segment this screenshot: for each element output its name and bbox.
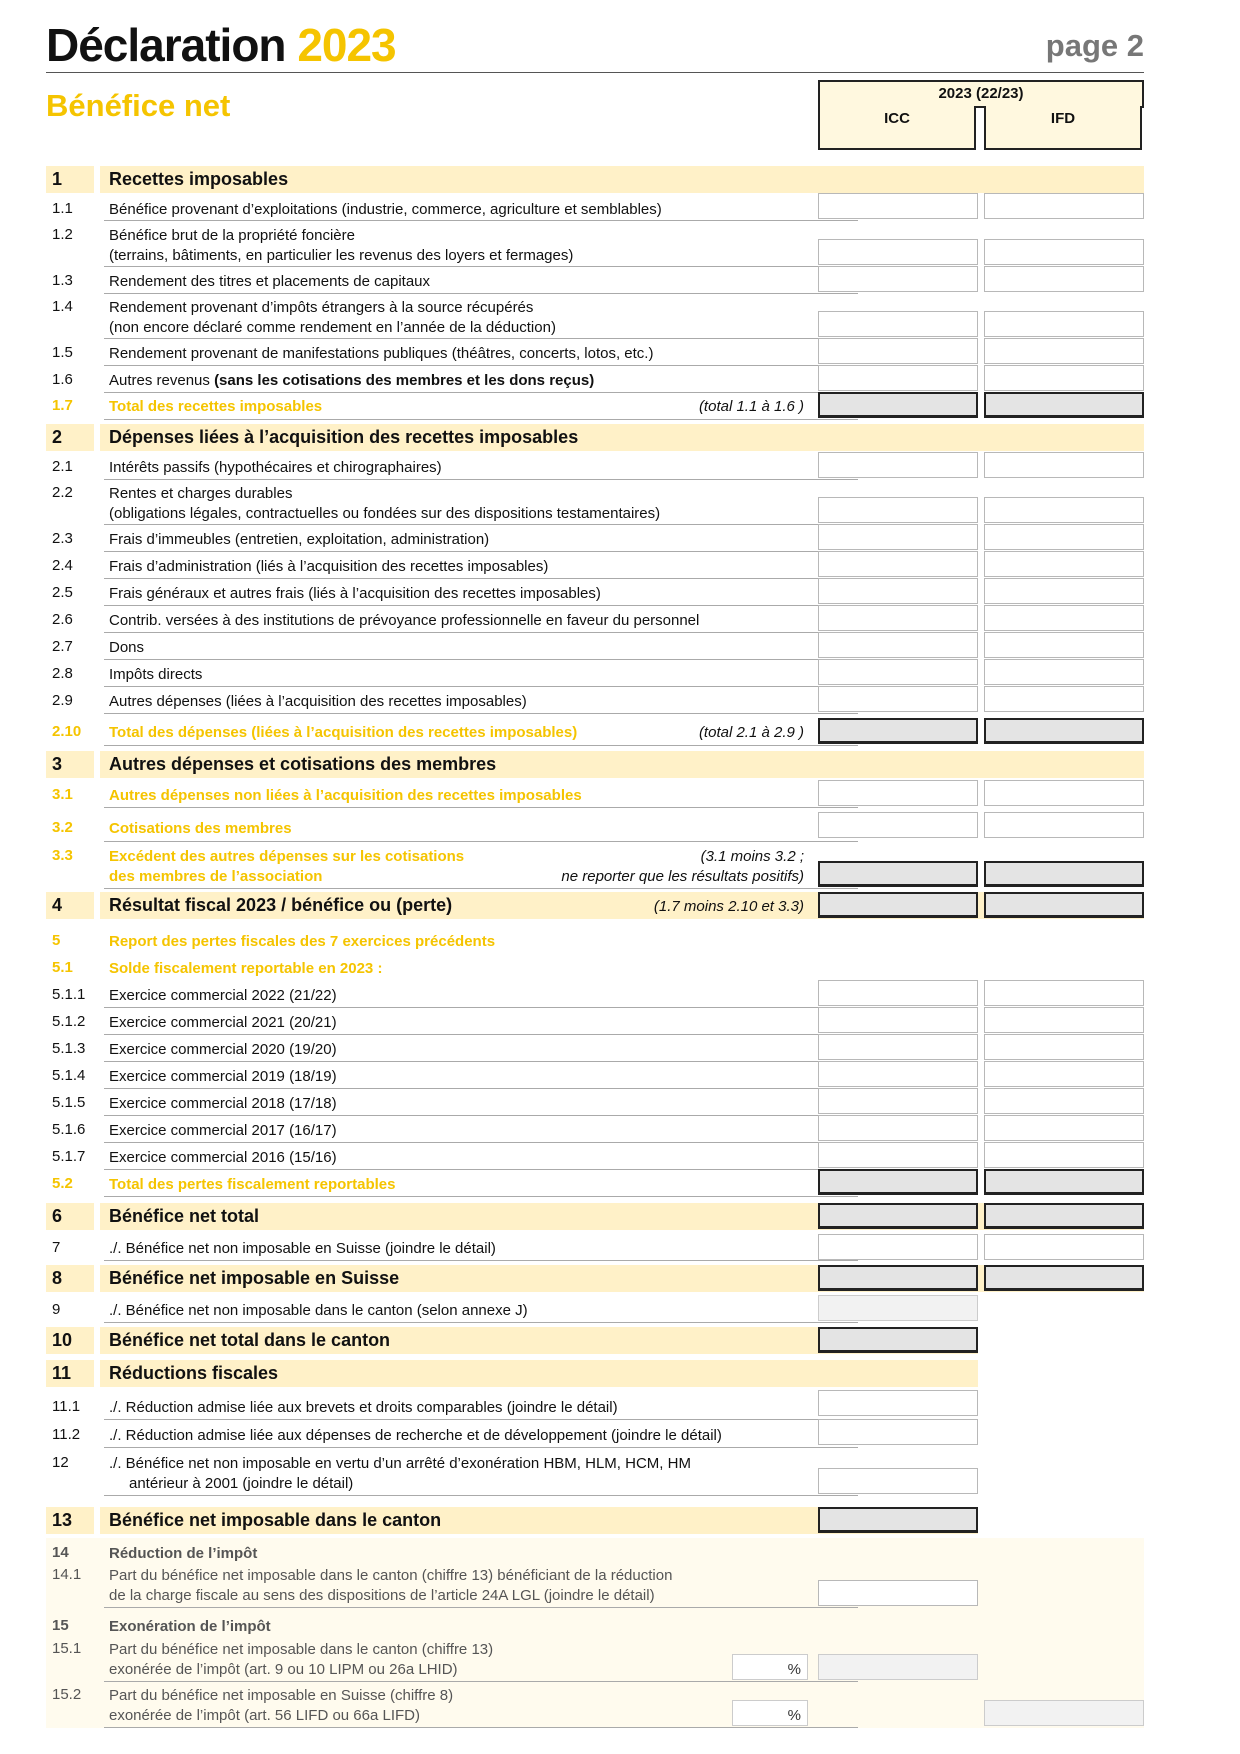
row-label: Bénéfice provenant d’exploitations (industrie, commerce, agriculture et semblables) <box>109 201 662 218</box>
row-label: Exercice commercial 2022 (21/22) <box>109 987 337 1004</box>
row-rule <box>104 266 858 267</box>
icc-input[interactable] <box>818 1295 978 1321</box>
row-number: 14 <box>52 1544 69 1561</box>
title-year: 2023 <box>297 19 396 71</box>
ifd-input[interactable] <box>984 578 1144 604</box>
row-label: Exercice commercial 2016 (15/16) <box>109 1149 337 1166</box>
row-note: (total 1.1 à 1.6 ) <box>698 398 804 415</box>
ifd-total <box>984 1265 1144 1291</box>
row-rule <box>104 1322 858 1323</box>
ifd-input[interactable] <box>984 1115 1144 1141</box>
row-rule <box>104 1007 858 1008</box>
row-number: 5.1.7 <box>52 1148 86 1165</box>
row-label: Frais d’administration (liés à l’acquisition des recettes imposables) <box>109 558 549 575</box>
row-rule <box>104 365 858 366</box>
row-label: Autres dépenses et cotisations des membres <box>109 754 497 774</box>
row-rule <box>104 419 858 420</box>
icc-total <box>818 1203 978 1229</box>
icc-input[interactable] <box>818 605 978 631</box>
row-label: Impôts directs <box>109 666 203 683</box>
icc-input[interactable] <box>818 524 978 550</box>
row-note: (1.7 moins 2.10 et 3.3) <box>653 898 804 915</box>
row-number: 6 <box>52 1206 63 1226</box>
row-number: 2.9 <box>52 692 73 709</box>
row-number: 5.1 <box>52 959 73 976</box>
row-label: ./. Bénéfice net non imposable en vertu d’un arrêté d’exonération HBM, HLM, HCM, HM <box>109 1455 691 1472</box>
icc-input[interactable] <box>818 1390 978 1416</box>
icc-total <box>818 861 978 887</box>
row-label-line2: (terrains, bâtiments, en particulier les revenus des loyers et fermages) <box>109 247 574 264</box>
row-number: 4 <box>52 895 63 915</box>
column-ifd: IFD <box>984 106 1142 150</box>
row-number: 14.1 <box>52 1566 82 1583</box>
ifd-input[interactable] <box>984 1034 1144 1060</box>
row-number: 3.3 <box>52 847 73 864</box>
ifd-total <box>984 1203 1144 1229</box>
row-number: 1.6 <box>52 371 73 388</box>
row-rule <box>104 392 858 393</box>
icc-input[interactable] <box>818 1234 978 1260</box>
row-label: ./. Bénéfice net non imposable en Suisse (joindre le détail) <box>109 1240 496 1257</box>
row-rule <box>104 841 858 842</box>
ifd-input[interactable] <box>984 1007 1144 1033</box>
row-number: 5.1.5 <box>52 1094 86 1111</box>
column-header <box>818 80 1144 154</box>
band-gap <box>94 751 100 778</box>
band-gap <box>94 1265 100 1292</box>
row-number: 5.1.1 <box>52 986 86 1003</box>
row-label: Part du bénéfice net imposable dans le canton (chiffre 13) bénéficiant de la réduction <box>109 1567 673 1584</box>
icc-input[interactable] <box>818 551 978 577</box>
row-label: ./. Bénéfice net non imposable dans le canton (selon annexe J) <box>109 1302 528 1319</box>
row-label-line2: de la charge fiscale au sens des dispositions de l’article 24A LGL (joindre le détail) <box>109 1587 655 1604</box>
row-number: 5.1.4 <box>52 1067 86 1084</box>
row-number: 3.1 <box>52 786 73 803</box>
icc-input[interactable] <box>818 578 978 604</box>
icc-input[interactable] <box>818 1088 978 1114</box>
row-label: Excédent des autres dépenses sur les cotisations <box>109 848 465 865</box>
icc-input[interactable] <box>818 1007 978 1033</box>
row-label: Cotisations des membres <box>109 820 292 837</box>
band-gap <box>94 166 100 193</box>
band-gap <box>94 424 100 451</box>
ifd-input[interactable] <box>984 1061 1144 1087</box>
row-number: 3 <box>52 754 63 774</box>
row-number: 2.4 <box>52 557 73 574</box>
row-number: 11.1 <box>52 1398 81 1415</box>
row-label: Bénéfice brut de la propriété foncière <box>109 227 355 244</box>
row-number: 2 <box>52 427 63 447</box>
icc-input[interactable] <box>818 1142 978 1168</box>
row-label: Rendement provenant de manifestations publiques (théâtres, concerts, lotos, etc.) <box>109 345 654 362</box>
ifd-input[interactable] <box>984 497 1144 523</box>
row-number: 1.2 <box>52 226 73 243</box>
row-number: 15.2 <box>52 1686 82 1703</box>
row-rule <box>104 605 858 606</box>
ifd-total <box>984 392 1144 418</box>
row-label-line2: (non encore déclaré comme rendement en l’année de la déduction) <box>109 319 556 336</box>
row-number: 1.7 <box>52 397 73 414</box>
row-label-line2: antérieur à 2001 (joindre le détail) <box>129 1475 354 1492</box>
row-label-line2: exonérée de l’impôt (art. 9 ou 10 LIPM ou 26a LHID) <box>109 1661 458 1678</box>
row-label: Exercice commercial 2018 (17/18) <box>109 1095 337 1112</box>
row-number: 2.7 <box>52 638 73 655</box>
row-number: 15 <box>52 1617 69 1634</box>
ifd-total <box>984 861 1144 887</box>
row-label: Solde fiscalement reportable en 2023 : <box>109 960 383 977</box>
row-label: Part du bénéfice net imposable en Suisse (chiffre 8) <box>109 1687 454 1704</box>
ifd-total <box>984 892 1144 918</box>
row-rule <box>104 551 858 552</box>
ifd-input[interactable] <box>984 239 1144 265</box>
row-number: 10 <box>52 1330 73 1350</box>
row-number: 15.1 <box>52 1640 82 1657</box>
row-label: Exercice commercial 2021 (20/21) <box>109 1014 337 1031</box>
row-label: Rendement des titres et placements de capitaux <box>109 273 431 290</box>
icc-input[interactable] <box>818 452 978 478</box>
row-number: 7 <box>52 1239 61 1256</box>
row-rule <box>104 807 858 808</box>
row-label: Autres dépenses non liées à l’acquisition des recettes imposables <box>109 787 582 804</box>
row-rule <box>104 338 858 339</box>
icc-total <box>818 1169 978 1195</box>
ifd-input[interactable] <box>984 311 1144 337</box>
ifd-input[interactable] <box>984 686 1144 712</box>
row-label: Recettes imposables <box>109 169 289 189</box>
row-rule <box>104 1169 858 1170</box>
row-rule <box>104 1419 858 1420</box>
icc-total <box>818 1327 978 1353</box>
row-number: 1.4 <box>52 298 73 315</box>
icc-total <box>818 718 978 744</box>
row-rule <box>104 479 858 480</box>
row-label-line2: des membres de l’association <box>109 868 323 885</box>
row-label: Exercice commercial 2017 (16/17) <box>109 1122 337 1139</box>
row-label: Bénéfice net imposable en Suisse <box>109 1268 400 1288</box>
row-number: 1.5 <box>52 344 73 361</box>
document-title <box>46 18 396 72</box>
column-icc: ICC <box>818 106 976 150</box>
row-rule <box>104 713 858 714</box>
title-divider <box>46 72 1144 73</box>
band-gap <box>94 1360 100 1387</box>
row-label: Résultat fiscal 2023 / bénéfice ou (perte) <box>109 895 453 915</box>
row-label <box>109 371 849 391</box>
icc-input[interactable] <box>818 1419 978 1445</box>
icc-input[interactable] <box>818 1061 978 1087</box>
row-rule <box>104 1034 858 1035</box>
row-rule <box>104 293 858 294</box>
row-rule <box>104 745 858 746</box>
row-number: 12 <box>52 1454 69 1471</box>
row-label: Frais généraux et autres frais (liés à l’acquisition des recettes imposables) <box>109 585 601 602</box>
ifd-input[interactable] <box>984 812 1144 838</box>
ifd-input[interactable] <box>984 1700 1144 1726</box>
row-label: Total des dépenses (liées à l’acquisition des recettes imposables) <box>109 724 578 741</box>
ifd-input[interactable] <box>984 551 1144 577</box>
row-label: ./. Réduction admise liée aux brevets et droits comparables (joindre le détail) <box>109 1399 618 1416</box>
icc-input[interactable] <box>818 1580 978 1606</box>
row-note: (total 2.1 à 2.9 ) <box>698 724 804 741</box>
row-label: Total des recettes imposables <box>109 398 323 415</box>
icc-input[interactable] <box>818 239 978 265</box>
row-number: 2.8 <box>52 665 73 682</box>
row-rule <box>104 1088 858 1089</box>
column-year: 2023 (22/23) <box>818 80 1144 108</box>
icc-input[interactable] <box>818 659 978 685</box>
icc-total <box>818 892 978 918</box>
row-rule <box>104 1495 858 1496</box>
icc-input[interactable] <box>818 1115 978 1141</box>
icc-input[interactable] <box>818 1654 978 1680</box>
row-label: Dépenses liées à l’acquisition des recettes imposables <box>109 427 579 447</box>
row-number: 5.1.6 <box>52 1121 86 1138</box>
row-rule <box>104 1681 858 1682</box>
row-number: 1 <box>52 169 63 189</box>
band-gap <box>94 1203 100 1230</box>
ifd-input[interactable] <box>984 1234 1144 1260</box>
row-number: 1.1 <box>52 200 73 217</box>
row-number: 2.6 <box>52 611 73 628</box>
ifd-input[interactable] <box>984 659 1144 685</box>
row-label: Exonération de l’impôt <box>109 1618 271 1635</box>
row-label: Bénéfice net total dans le canton <box>109 1330 391 1350</box>
icc-total <box>818 1265 978 1291</box>
title-word: Déclaration <box>46 19 286 71</box>
row-number: 2.3 <box>52 530 73 547</box>
ifd-input[interactable] <box>984 1142 1144 1168</box>
row-rule <box>104 524 858 525</box>
row-label: Bénéfice net imposable dans le canton <box>109 1510 442 1530</box>
row-number: 1.3 <box>52 272 73 289</box>
section-title: Bénéfice net <box>46 88 231 123</box>
row-number: 2.2 <box>52 484 73 501</box>
row-label: Exercice commercial 2020 (19/20) <box>109 1041 337 1058</box>
row-label: Rentes et charges durables <box>109 485 293 502</box>
row-label: Report des pertes fiscales des 7 exercices précédents <box>109 933 496 950</box>
icc-input[interactable] <box>818 365 978 391</box>
band-gap <box>94 892 100 919</box>
row-note-line2: ne reporter que les résultats positifs) <box>561 868 804 885</box>
row-number: 11 <box>52 1363 72 1383</box>
row-rule <box>104 1115 858 1116</box>
band-gap <box>94 1327 100 1354</box>
row-label: Total des pertes fiscalement reportables <box>109 1176 396 1193</box>
ifd-input[interactable] <box>984 605 1144 631</box>
row-label: Frais d’immeubles (entretien, exploitation, administration) <box>109 531 490 548</box>
row-rule <box>104 1142 858 1143</box>
row-label: Intérêts passifs (hypothécaires et chirographaires) <box>109 459 442 476</box>
row-label: Bénéfice net total <box>109 1206 260 1226</box>
row-number: 5.2 <box>52 1175 73 1192</box>
ifd-input[interactable] <box>984 632 1144 658</box>
percent-input[interactable]: % <box>732 1654 808 1680</box>
label-normal: Autres revenus <box>109 372 215 389</box>
ifd-input[interactable] <box>984 980 1144 1006</box>
row-number: 13 <box>52 1510 73 1530</box>
row-number: 2.10 <box>52 723 82 740</box>
label-bold: (sans les cotisations des membres et les dons reçus) <box>214 372 595 389</box>
icc-total <box>818 392 978 418</box>
icc-input[interactable] <box>818 632 978 658</box>
row-rule <box>104 1607 858 1608</box>
row-note: (3.1 moins 3.2 ; <box>700 848 804 865</box>
row-label: Réductions fiscales <box>109 1363 279 1383</box>
ifd-input[interactable] <box>984 524 1144 550</box>
row-label: Rendement provenant d’impôts étrangers à la source récupérés <box>109 299 534 316</box>
row-label-line2: (obligations légales, contractuelles ou fondées sur des dispositions testamentaires) <box>109 505 661 522</box>
row-number: 5 <box>52 932 61 949</box>
row-label: ./. Réduction admise liée aux dépenses de recherche et de développement (joindre le détail) <box>109 1427 722 1444</box>
row-rule <box>104 686 858 687</box>
row-rule <box>104 1061 858 1062</box>
ifd-input[interactable] <box>984 1088 1144 1114</box>
row-rule <box>104 1260 858 1261</box>
ifd-input[interactable] <box>984 780 1144 806</box>
icc-input[interactable] <box>818 266 978 292</box>
icc-input[interactable] <box>818 1468 978 1494</box>
row-number: 3.2 <box>52 819 73 836</box>
icc-input[interactable] <box>818 497 978 523</box>
page-number: page 2 <box>1045 28 1144 63</box>
row-number: 5.1.2 <box>52 1013 86 1030</box>
row-label: Dons <box>109 639 145 656</box>
row-label-line2: exonérée de l’impôt (art. 56 LIFD ou 66a LIFD) <box>109 1707 420 1724</box>
row-label: Autres dépenses (liées à l’acquisition des recettes imposables) <box>109 693 527 710</box>
ifd-input[interactable] <box>984 365 1144 391</box>
row-rule <box>104 1727 858 1728</box>
row-label: Contrib. versées à des institutions de prévoyance professionnelle en faveur du personnel <box>109 612 700 629</box>
row-number: 11.2 <box>52 1426 81 1443</box>
ifd-input[interactable] <box>984 193 1144 219</box>
band-gap <box>94 1507 100 1534</box>
row-label: Part du bénéfice net imposable dans le canton (chiffre 13) <box>109 1641 494 1658</box>
row-number: 8 <box>52 1268 63 1288</box>
icc-input[interactable] <box>818 812 978 838</box>
row-rule <box>104 632 858 633</box>
row-rule <box>104 220 858 221</box>
row-label: Réduction de l’impôt <box>109 1545 258 1562</box>
icc-input[interactable] <box>818 1034 978 1060</box>
row-label: Exercice commercial 2019 (18/19) <box>109 1068 337 1085</box>
icc-input[interactable] <box>818 980 978 1006</box>
icc-input[interactable] <box>818 311 978 337</box>
icc-input[interactable] <box>818 193 978 219</box>
row-rule <box>104 659 858 660</box>
row-rule <box>104 1196 858 1197</box>
percent-input[interactable]: % <box>732 1700 808 1726</box>
icc-total <box>818 1507 978 1533</box>
row-rule <box>104 578 858 579</box>
ifd-input[interactable] <box>984 266 1144 292</box>
row-number: 9 <box>52 1301 61 1318</box>
ifd-input[interactable] <box>984 452 1144 478</box>
icc-input[interactable] <box>818 338 978 364</box>
row-rule <box>104 888 858 889</box>
ifd-total <box>984 1169 1144 1195</box>
icc-input[interactable] <box>818 686 978 712</box>
row-number: 2.1 <box>52 458 73 475</box>
ifd-input[interactable] <box>984 338 1144 364</box>
ifd-total <box>984 718 1144 744</box>
row-number: 5.1.3 <box>52 1040 86 1057</box>
row-rule <box>104 1447 858 1448</box>
icc-input[interactable] <box>818 780 978 806</box>
row-number: 2.5 <box>52 584 73 601</box>
